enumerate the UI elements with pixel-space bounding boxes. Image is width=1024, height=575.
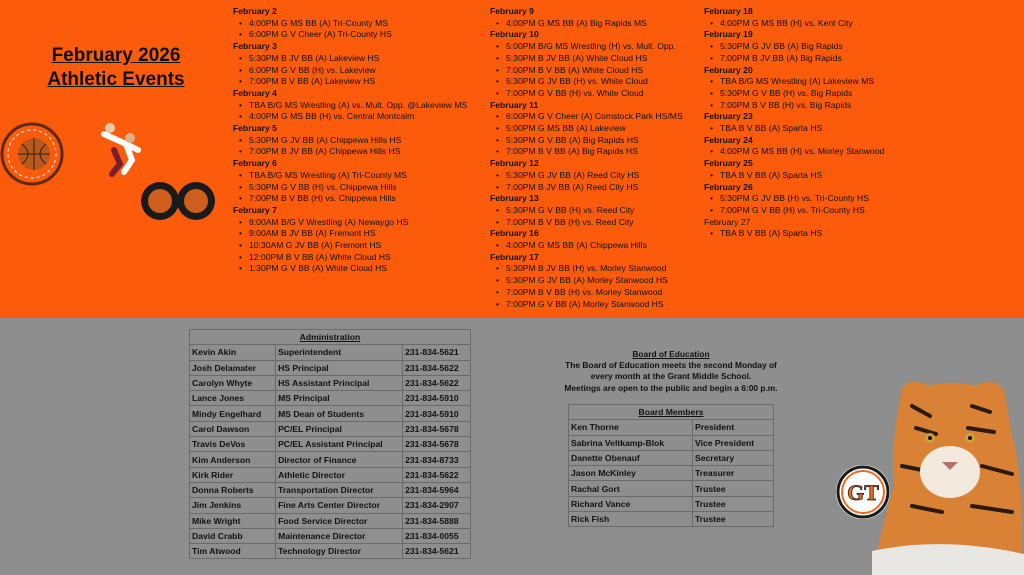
schedule-day — [490, 29, 683, 99]
schedule-event: • 7:00PM G V BB (H) vs. White Cloud — [506, 88, 683, 100]
member-name: Danette Obenauf — [569, 450, 693, 465]
staff-name: Kevin Akin — [190, 345, 276, 360]
schedule-event: • TBA B V BB (A) Sparta HS — [720, 123, 884, 135]
table-row — [190, 482, 471, 497]
schedule-event: • 7:00PM B V BB (H) vs. Big Rapids — [720, 100, 884, 112]
schedule-event: • TBA B/G MS Wrestling (A) Lakeview MS — [720, 76, 884, 88]
member-name: Richard Vance — [569, 496, 693, 511]
staff-phone: 231-834-5621 — [403, 345, 471, 360]
staff-name: Carolyn Whyte — [190, 375, 276, 390]
schedule-event: • TBA B/G MS Wrestling (A) Tri-County MS — [249, 170, 467, 182]
schedule-event: • 10:30AM G JV BB (A) Fremont HS — [249, 240, 467, 252]
schedule-event: • 5:30PM G V BB (A) Big Rapids HS — [506, 135, 683, 147]
schedule-event: • 8:00AM B/G V Wrestling (A) Newaygo HS — [249, 217, 467, 229]
schedule-date: February 13 — [490, 193, 539, 204]
schedule-event: • 12:00PM B V BB (A) White Cloud HS — [249, 252, 467, 264]
schedule-date: February 6 — [233, 158, 277, 169]
table-row — [569, 450, 774, 465]
schedule-event: • 7:00PM G V BB (A) Morley Stanwood HS — [506, 299, 683, 311]
staff-name: Lance Jones — [190, 391, 276, 406]
staff-phone: 231-834-5678 — [403, 437, 471, 452]
schedule-day — [704, 217, 884, 240]
member-name: Jason McKinley — [569, 466, 693, 481]
member-role: Secretary — [693, 450, 774, 465]
staff-title: Maintenance Director — [276, 528, 403, 543]
page-title: February 2026 Athletic Events — [47, 45, 185, 90]
table-row — [569, 512, 774, 527]
schedule-date: February 5 — [233, 123, 277, 134]
schedule-event: • 4:00PM G MS BB (H) vs. Kent City — [720, 18, 884, 30]
schedule-column-2 — [490, 6, 683, 310]
member-name: Ken Thorne — [569, 420, 693, 435]
schedule-event: • 7:00PM B V BB (H) vs. Morley Stanwood — [506, 287, 683, 299]
staff-phone: 231-834-5678 — [403, 421, 471, 436]
staff-name: Josh Delamater — [190, 360, 276, 375]
staff-name: Jim Jenkins — [190, 498, 276, 513]
table-row — [190, 375, 471, 390]
table-row — [569, 420, 774, 435]
board-members-heading: Board Members — [569, 405, 774, 420]
schedule-event: • 5:30PM B JV BB (H) vs. Morley Stanwood — [506, 263, 683, 275]
table-row — [190, 467, 471, 482]
table-row — [190, 498, 471, 513]
table-row — [190, 345, 471, 360]
schedule-date: February 10 — [490, 29, 539, 40]
staff-title: PC/EL Assistant Principal — [276, 437, 403, 452]
member-role: Trustee — [693, 512, 774, 527]
basketball-hoop-icon — [0, 118, 80, 190]
staff-title: Food Service Director — [276, 513, 403, 528]
directory-panel — [0, 318, 1024, 575]
board-members-table — [568, 404, 774, 527]
staff-phone: 231-834-5621 — [403, 544, 471, 559]
staff-phone: 231-834-5622 — [403, 360, 471, 375]
board-of-education-notice — [556, 349, 786, 394]
schedule-event: • 5:30PM G V BB (H) vs. Chippewa Hills — [249, 182, 467, 194]
schedule-date: February 27 — [704, 216, 751, 227]
board-notice-line: Meetings are open to the public and begin a 6:00 p.m. — [564, 382, 778, 393]
schedule-day — [490, 252, 683, 311]
schedule-date: February 24 — [704, 134, 753, 145]
schedule-day — [704, 111, 884, 134]
schedule-event: • 5:30PM G JV BB (A) Morley Stanwood HS — [506, 275, 683, 287]
schedule-event: • 5:30PM G JV BB (A) Chippewa Hills HS — [249, 135, 467, 147]
schedule-event: • 7:00PM B JV BB (A) Chippewa Hills HS — [249, 146, 467, 158]
schedule-event: • 5:30PM G V BB (H) vs. Big Rapids — [720, 88, 884, 100]
staff-phone: 231-834-5888 — [403, 513, 471, 528]
table-row — [190, 513, 471, 528]
board-notice-line: The Board of Education meets the second Monday of — [565, 360, 777, 371]
schedule-column-1 — [233, 6, 467, 275]
schedule-event: • 7:00PM G V BB (H) vs. Tri-County HS — [720, 205, 884, 217]
member-role: Trustee — [693, 496, 774, 511]
staff-name: Travis DeVos — [190, 437, 276, 452]
staff-phone: 231-834-5622 — [403, 467, 471, 482]
member-name: Sabrina Veltkamp-Blok — [569, 435, 693, 450]
schedule-date: February 26 — [704, 181, 753, 192]
schedule-event: • 5:30PM G V BB (H) vs. Reed City — [506, 205, 683, 217]
schedule-event: • 6:00PM G V BB (H) vs. Lakeview — [249, 65, 467, 77]
schedule-date: February 9 — [490, 6, 534, 16]
schedule-event: • 5:30PM B JV BB (A) Lakeview HS — [249, 53, 467, 65]
schedule-date: February 20 — [704, 64, 753, 75]
schedule-date: February 16 — [490, 228, 539, 239]
table-row — [190, 437, 471, 452]
table-row — [569, 496, 774, 511]
schedule-day — [490, 100, 683, 159]
staff-title: MS Dean of Students — [276, 406, 403, 421]
staff-title: Technology Director — [276, 544, 403, 559]
schedule-day — [233, 41, 467, 88]
table-row — [190, 452, 471, 467]
board-notice-line: every month at the Grant Middle School. — [590, 371, 752, 382]
staff-name: Tim Atwood — [190, 544, 276, 559]
staff-phone: 231-834-2907 — [403, 498, 471, 513]
schedule-event: • 5:30PM G JV BB (H) vs. Tri-County HS — [720, 193, 884, 205]
staff-title: HS Principal — [276, 360, 403, 375]
schedule-event: • 6:00PM G V Cheer (A) Tri-County HS — [249, 29, 467, 41]
schedule-day — [704, 158, 884, 181]
schedule-event: • 4:00PM G MS BB (A) Chippewa Hills — [506, 240, 683, 252]
schedule-column-3 — [704, 6, 884, 240]
staff-phone: 231-834-5910 — [403, 406, 471, 421]
staff-title: HS Assistant Principal — [276, 375, 403, 390]
table-row — [190, 406, 471, 421]
schedule-day — [704, 29, 884, 64]
schedule-event: • 7:00PM B JV BB (A) Reed City HS — [506, 182, 683, 194]
svg-text:GT: GT — [847, 480, 879, 505]
schedule-event: • 5:00PM B/G MS Wrestling (H) vs. Mult. Opp. — [506, 41, 683, 53]
schedule-day — [233, 158, 467, 205]
schedule-day — [233, 205, 467, 275]
pom-poms-icon — [140, 180, 216, 222]
staff-title: Director of Finance — [276, 452, 403, 467]
schedule-event: • 1:30PM G V BB (A) White Cloud HS — [249, 263, 467, 275]
tiger-image — [872, 376, 1024, 575]
table-row — [569, 435, 774, 450]
schedule-date: February 23 — [704, 111, 753, 122]
schedule-event: • 9:00AM B JV BB (A) Fremont HS — [249, 228, 467, 240]
schedule-day — [490, 158, 683, 193]
member-name: Rachal Gort — [569, 481, 693, 496]
table-row — [569, 466, 774, 481]
schedule-day — [490, 6, 683, 29]
staff-phone: 231-834-5622 — [403, 375, 471, 390]
schedule-day — [233, 123, 467, 158]
schedule-day — [490, 193, 683, 228]
schedule-event: • 5:30PM G JV BB (A) Reed City HS — [506, 170, 683, 182]
staff-name: Kim Anderson — [190, 452, 276, 467]
staff-title: PC/EL Principal — [276, 421, 403, 436]
schedule-date: February 7 — [233, 204, 277, 215]
table-row — [190, 421, 471, 436]
schedule-event: • 7:00PM B V BB (A) Big Rapids HS — [506, 146, 683, 158]
schedule-event: • 4:00PM G MS BB (A) Tri-County MS — [249, 18, 467, 30]
schedule-event: • 7:00PM B V BB (H) vs. Chippewa Hills — [249, 193, 467, 205]
schedule-date: February 18 — [704, 6, 753, 16]
schedule-day — [704, 135, 884, 158]
schedule-event: • 4:00PM G MS BB (H) vs. Central Montcalm — [249, 111, 467, 123]
administration-heading: Administration — [190, 330, 471, 345]
schedule-event: • TBA B V BB (A) Sparta HS — [720, 228, 884, 240]
table-row — [190, 544, 471, 559]
schedule-event: • 7:00PM B V BB (A) Lakeview HS — [249, 76, 467, 88]
staff-title: Fine Arts Center Director — [276, 498, 403, 513]
wrestlers-icon — [96, 120, 144, 178]
board-of-education-heading: Board of Education — [632, 349, 710, 359]
member-name: Rick Fish — [569, 512, 693, 527]
staff-phone: 231-834-8733 — [403, 452, 471, 467]
schedule-day — [490, 228, 683, 251]
staff-name: Carol Dawson — [190, 421, 276, 436]
schedule-date: February 17 — [490, 251, 539, 262]
table-row — [569, 481, 774, 496]
schedule-day — [233, 88, 467, 123]
schedule-day — [704, 182, 884, 217]
schedule-day — [233, 6, 467, 41]
table-row — [190, 391, 471, 406]
schedule-event: • 5:30PM G JV BB (A) Big Rapids — [720, 41, 884, 53]
staff-name: Mindy Engelhard — [190, 406, 276, 421]
staff-phone: 231-834-0055 — [403, 528, 471, 543]
schedule-date: February 19 — [704, 29, 753, 40]
schedule-date: February 4 — [233, 87, 277, 98]
staff-name: Mike Wright — [190, 513, 276, 528]
schedule-event: • TBA B/G MS Wrestling (A) vs. Mult. Opp. @Lakeview MS — [249, 100, 467, 112]
schedule-event: • 5:00PM G MS BB (A) Lakeview — [506, 123, 683, 135]
member-role: Treasurer — [693, 466, 774, 481]
table-row — [190, 360, 471, 375]
staff-phone: 231-834-5964 — [403, 482, 471, 497]
schedule-event: • 5:30PM G JV BB (H) vs. White Cloud — [506, 76, 683, 88]
schedule-event: • 7:00PM B JV BB (A) Big Rapids — [720, 53, 884, 65]
staff-title: Athletic Director — [276, 467, 403, 482]
schedule-event: • 7:00PM B V BB (A) White Cloud HS — [506, 65, 683, 77]
schedule-day — [704, 65, 884, 112]
staff-title: MS Principal — [276, 391, 403, 406]
table-row — [190, 528, 471, 543]
staff-phone: 231-834-5910 — [403, 391, 471, 406]
staff-title: Transportation Director — [276, 482, 403, 497]
schedule-event: • TBA B V BB (A) Sparta HS — [720, 170, 884, 182]
staff-name: Kirk Rider — [190, 467, 276, 482]
schedule-event: • 5:30PM B JV BB (A) White Cloud HS — [506, 53, 683, 65]
schedule-event: • 6:00PM G V Cheer (A) Comstock Park HS/MS — [506, 111, 683, 123]
schedule-date: February 3 — [233, 41, 277, 52]
schedule-date: February 25 — [704, 158, 753, 169]
member-role: President — [693, 420, 774, 435]
staff-name: David Crabb — [190, 528, 276, 543]
staff-title: Superintendent — [276, 345, 403, 360]
schedule-date: February 12 — [490, 158, 539, 169]
schedule-date: February 11 — [490, 99, 539, 110]
member-role: Vice President — [693, 435, 774, 450]
schedule-event: • 7:00PM B V BB (H) vs. Reed City — [506, 217, 683, 229]
member-role: Trustee — [693, 481, 774, 496]
administration-table — [189, 329, 471, 559]
schedule-date: February 2 — [233, 6, 277, 16]
schedule-event: • 4:00PM G MS BB (A) Big Rapids MS — [506, 18, 683, 30]
schedule-day — [704, 6, 884, 29]
schedule-event: • 4:00PM G MS BB (H) vs. Morley Stanwood — [720, 146, 884, 158]
staff-name: Donna Roberts — [190, 482, 276, 497]
